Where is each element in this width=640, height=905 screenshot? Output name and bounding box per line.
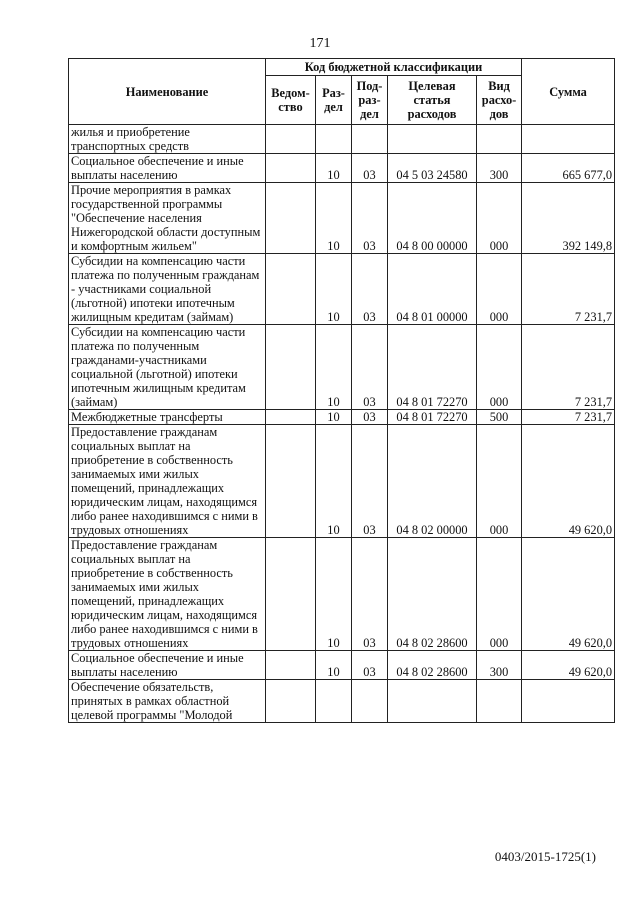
header-code-group: Код бюджетной классификации bbox=[266, 59, 522, 76]
cell-tselevaya: 04 8 02 00000 bbox=[388, 425, 477, 538]
cell-name: Субсидии на компенсацию части платежа по полученным гражданам - участниками социальной (льготной) ипотеки ипотечным жилищным кредитам (займам) bbox=[69, 254, 266, 325]
cell-name: Обеспечение обязательств, принятых в рамках областной целевой программы "Молодой bbox=[69, 680, 266, 723]
cell-vedomstvo bbox=[266, 425, 316, 538]
cell-podrazdel: 03 bbox=[352, 651, 388, 680]
table-body bbox=[69, 125, 615, 723]
header-razdel: Раз-дел bbox=[316, 76, 352, 125]
cell-podrazdel bbox=[352, 680, 388, 723]
table-row bbox=[69, 154, 615, 183]
table-row bbox=[69, 125, 615, 154]
cell-vid bbox=[477, 680, 522, 723]
cell-podrazdel: 03 bbox=[352, 254, 388, 325]
cell-tselevaya bbox=[388, 680, 477, 723]
table-row bbox=[69, 538, 615, 651]
cell-razdel: 10 bbox=[316, 154, 352, 183]
cell-summa: 49 620,0 bbox=[522, 425, 615, 538]
budget-table bbox=[68, 58, 615, 723]
table-row bbox=[69, 254, 615, 325]
cell-vid: 000 bbox=[477, 425, 522, 538]
table-row bbox=[69, 325, 615, 410]
header-tselevaya: Целевая статья расходов bbox=[388, 76, 477, 125]
header-vid: Вид расхо-дов bbox=[477, 76, 522, 125]
cell-vedomstvo bbox=[266, 680, 316, 723]
cell-tselevaya: 04 5 03 24580 bbox=[388, 154, 477, 183]
cell-tselevaya: 04 8 01 00000 bbox=[388, 254, 477, 325]
cell-vid: 000 bbox=[477, 325, 522, 410]
table-row bbox=[69, 410, 615, 425]
cell-summa: 7 231,7 bbox=[522, 325, 615, 410]
cell-name: жилья и приобретение транспортных средств bbox=[69, 125, 266, 154]
table-row bbox=[69, 680, 615, 723]
cell-tselevaya: 04 8 01 72270 bbox=[388, 325, 477, 410]
cell-summa: 49 620,0 bbox=[522, 538, 615, 651]
cell-vid: 000 bbox=[477, 254, 522, 325]
cell-podrazdel bbox=[352, 125, 388, 154]
cell-summa: 665 677,0 bbox=[522, 154, 615, 183]
header-summa: Сумма bbox=[522, 59, 615, 125]
cell-tselevaya: 04 8 01 72270 bbox=[388, 410, 477, 425]
cell-razdel: 10 bbox=[316, 325, 352, 410]
cell-tselevaya: 04 8 02 28600 bbox=[388, 538, 477, 651]
cell-summa: 392 149,8 bbox=[522, 183, 615, 254]
cell-vedomstvo bbox=[266, 254, 316, 325]
page-number: 171 bbox=[309, 36, 331, 51]
cell-vid: 000 bbox=[477, 183, 522, 254]
cell-vedomstvo bbox=[266, 651, 316, 680]
cell-vedomstvo bbox=[266, 325, 316, 410]
table-row bbox=[69, 651, 615, 680]
cell-vedomstvo bbox=[266, 538, 316, 651]
cell-razdel bbox=[316, 125, 352, 154]
cell-razdel: 10 bbox=[316, 651, 352, 680]
header-name: Наименование bbox=[69, 59, 266, 125]
cell-vedomstvo bbox=[266, 183, 316, 254]
cell-podrazdel: 03 bbox=[352, 154, 388, 183]
cell-vedomstvo bbox=[266, 154, 316, 183]
cell-vid: 000 bbox=[477, 538, 522, 651]
cell-podrazdel: 03 bbox=[352, 410, 388, 425]
cell-podrazdel: 03 bbox=[352, 183, 388, 254]
cell-vid: 300 bbox=[477, 154, 522, 183]
cell-tselevaya: 04 8 02 28600 bbox=[388, 651, 477, 680]
cell-summa: 7 231,7 bbox=[522, 254, 615, 325]
table-row bbox=[69, 183, 615, 254]
document-code: 0403/2015-1725(1) bbox=[494, 849, 596, 864]
cell-summa: 7 231,7 bbox=[522, 410, 615, 425]
cell-tselevaya bbox=[388, 125, 477, 154]
cell-summa bbox=[522, 680, 615, 723]
cell-summa: 49 620,0 bbox=[522, 651, 615, 680]
cell-podrazdel: 03 bbox=[352, 325, 388, 410]
cell-razdel bbox=[316, 680, 352, 723]
cell-name: Межбюджетные трансферты bbox=[69, 410, 266, 425]
cell-name: Прочие мероприятия в рамках государственной программы "Обеспечение населения Нижегородской области доступным и комфортным жильем" bbox=[69, 183, 266, 254]
header-podrazdel: Под-раз-дел bbox=[352, 76, 388, 125]
cell-name: Субсидии на компенсацию части платежа по полученным гражданами-участниками социальной (льготной) ипотеки ипотечным жилищным кредитам (займам) bbox=[69, 325, 266, 410]
cell-name: Социальное обеспечение и иные выплаты населению bbox=[69, 651, 266, 680]
header-vedomstvo: Ведом-ство bbox=[266, 76, 316, 125]
cell-razdel: 10 bbox=[316, 425, 352, 538]
cell-name: Предоставление гражданам социальных выплат на приобретение в собственность занимаемых ими жилых помещений, принадлежащих юридическим лицам, находящимся либо ранее находившимся с ними в трудовых отношениях bbox=[69, 538, 266, 651]
cell-razdel: 10 bbox=[316, 183, 352, 254]
cell-razdel: 10 bbox=[316, 410, 352, 425]
cell-razdel: 10 bbox=[316, 254, 352, 325]
table-row bbox=[69, 425, 615, 538]
cell-summa bbox=[522, 125, 615, 154]
cell-vedomstvo bbox=[266, 410, 316, 425]
cell-razdel: 10 bbox=[316, 538, 352, 651]
cell-tselevaya: 04 8 00 00000 bbox=[388, 183, 477, 254]
cell-name: Социальное обеспечение и иные выплаты населению bbox=[69, 154, 266, 183]
cell-vid bbox=[477, 125, 522, 154]
cell-podrazdel: 03 bbox=[352, 538, 388, 651]
cell-vedomstvo bbox=[266, 125, 316, 154]
cell-name: Предоставление гражданам социальных выплат на приобретение в собственность занимаемых ими жилых помещений, принадлежащих юридическим лицам, находящимся либо ранее находившимся с ними в трудовых отношениях bbox=[69, 425, 266, 538]
cell-vid: 300 bbox=[477, 651, 522, 680]
cell-vid: 500 bbox=[477, 410, 522, 425]
cell-podrazdel: 03 bbox=[352, 425, 388, 538]
